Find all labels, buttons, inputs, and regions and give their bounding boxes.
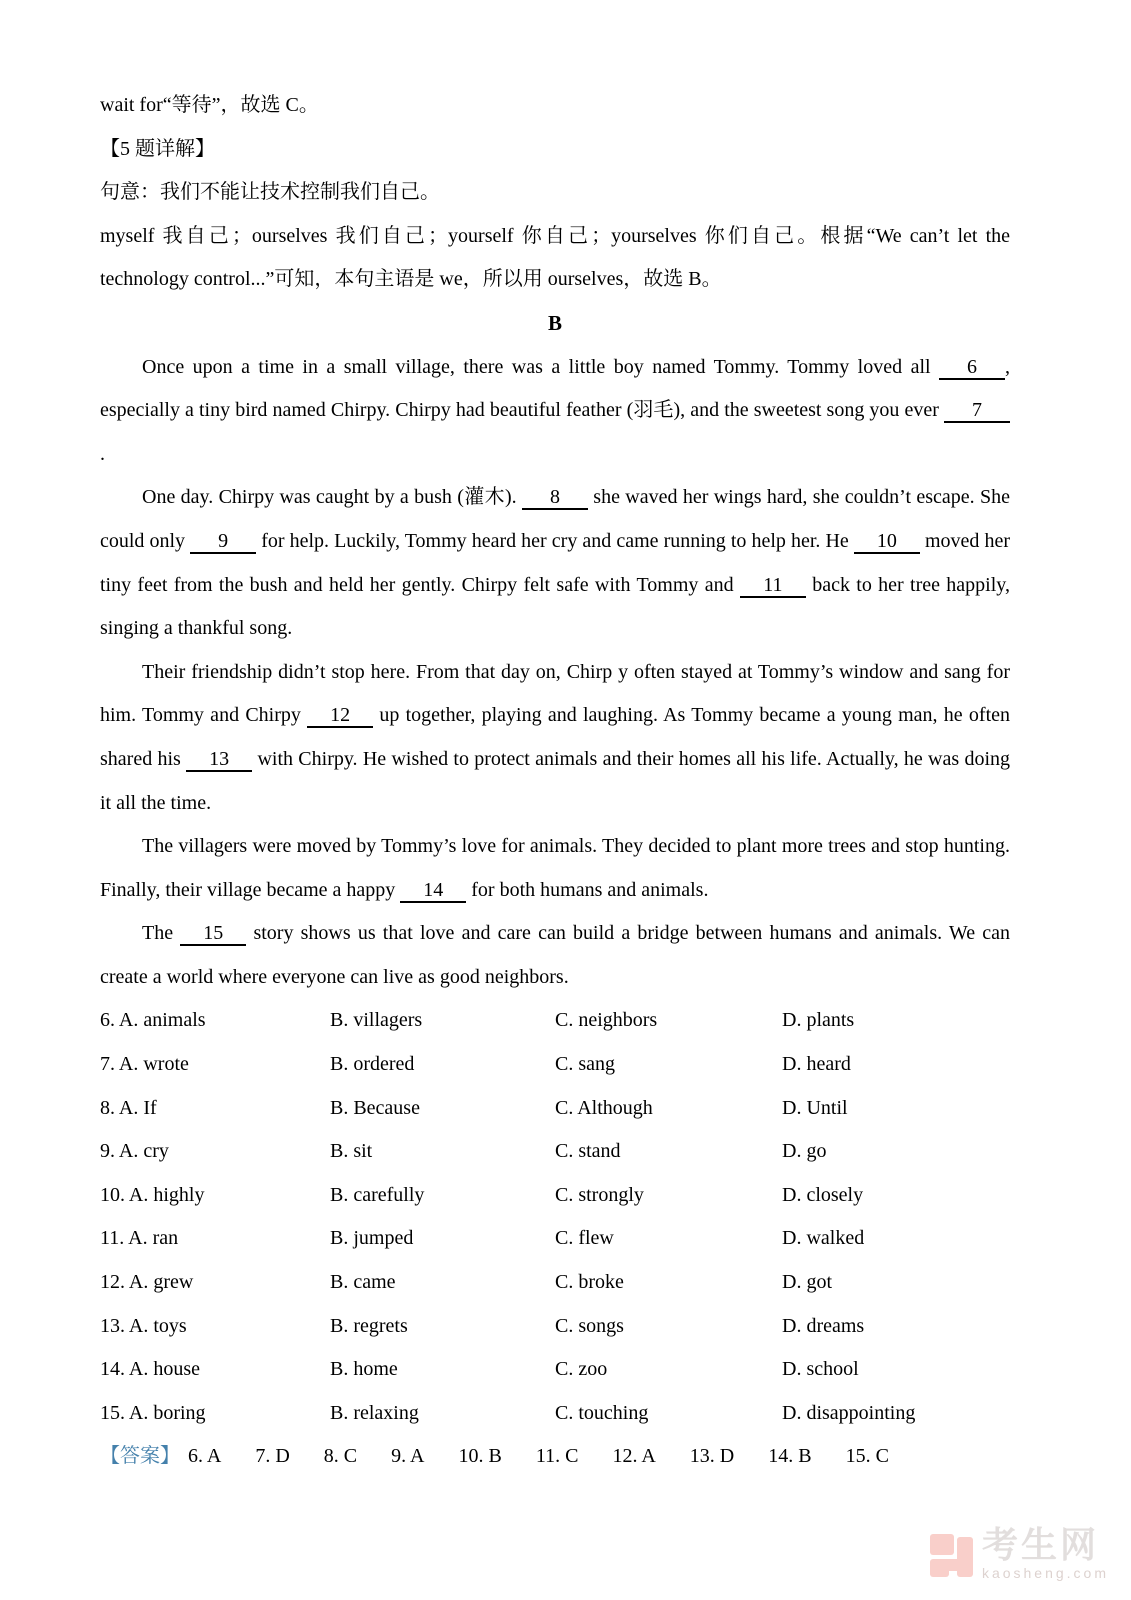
cloze-blank-13: 13 — [186, 748, 252, 772]
option-row-12 — [100, 1261, 1010, 1305]
passage-paragraph-1: Once upon a time in a small village, there was a little boy named Tommy. Tommy loved all 6 , especially a tiny bird named Chirpy. Chirpy had beautiful feather (羽毛), and the sweetest song you ever 7. — [100, 355, 1010, 465]
cloze-blank-12: 12 — [307, 704, 373, 728]
option-cell: B. carefully — [330, 1183, 425, 1206]
option-row-13 — [100, 1305, 1010, 1349]
option-row-7 — [100, 1043, 1010, 1087]
option-cell: 6. A. animals — [100, 1009, 206, 1032]
option-row-9 — [100, 1130, 1010, 1174]
cloze-blank-7: 7 — [944, 399, 1010, 423]
option-cell: B. jumped — [330, 1227, 414, 1250]
option-cell: D. heard — [782, 1053, 851, 1076]
answer-item: 6. A — [188, 1445, 222, 1468]
option-cell: 8. A. If — [100, 1096, 157, 1119]
option-cell: 7. A. wrote — [100, 1053, 189, 1076]
option-cell: 13. A. toys — [100, 1314, 187, 1337]
option-cell: 11. A. ran — [100, 1227, 179, 1250]
option-cell: 14. A. house — [100, 1358, 200, 1381]
answer-item: 10. B — [458, 1445, 502, 1468]
option-cell: C. neighbors — [555, 1009, 658, 1032]
answer-item: 13. D — [689, 1445, 735, 1468]
option-cell: B. relaxing — [330, 1401, 419, 1424]
answer-item: 7. D — [255, 1445, 290, 1468]
option-cell: D. plants — [782, 1009, 855, 1032]
analysis-text: myself 我自己；ourselves 我们自己；yourself 你自己；yourselves 你们自己。根据“We can’t let the technology control...”可知，本句主语是 we，所以用 ourselves，故选 B。 — [100, 224, 1010, 291]
option-cell: B. came — [330, 1271, 396, 1294]
option-row-10 — [100, 1174, 1010, 1218]
option-cell: C. zoo — [555, 1358, 608, 1381]
option-row-11 — [100, 1217, 1010, 1261]
option-cell: D. disappointing — [782, 1401, 916, 1424]
answer-line — [100, 1435, 1010, 1479]
option-cell: C. strongly — [555, 1183, 644, 1206]
answer-label: 【答案】 — [100, 1445, 180, 1468]
answer-item: 9. A — [391, 1445, 425, 1468]
option-cell: B. villagers — [330, 1009, 423, 1032]
cloze-passage — [100, 346, 1010, 1000]
answer-item: 8. C — [323, 1445, 358, 1468]
option-cell: B. Because — [330, 1096, 420, 1119]
option-cell: C. touching — [555, 1401, 649, 1424]
cloze-blank-8: 8 — [522, 486, 588, 510]
option-cell: D. go — [782, 1140, 827, 1163]
watermark-text — [982, 1527, 1109, 1580]
answer-item: 15. C — [845, 1445, 889, 1468]
explanation-heading-q5: 【5 题详解】 — [100, 137, 215, 160]
option-cell: D. school — [782, 1358, 859, 1381]
option-cell: D. Until — [782, 1096, 848, 1119]
option-row-8 — [100, 1087, 1010, 1131]
answer-item: 12. A — [612, 1445, 656, 1468]
option-cell: D. got — [782, 1271, 832, 1294]
cloze-blank-9: 9 — [190, 530, 256, 554]
cloze-blank-10: 10 — [854, 530, 920, 554]
answer-item: 11. C — [535, 1445, 579, 1468]
option-cell: D. dreams — [782, 1314, 865, 1337]
option-cell: B. home — [330, 1358, 398, 1381]
option-cell: D. walked — [782, 1227, 865, 1250]
kaosheng-logo-icon — [930, 1534, 974, 1580]
option-row-6 — [100, 999, 1010, 1043]
passage-paragraph-4: The villagers were moved by Tommy’s love for animals. They decided to plant more trees and stop hunting. Finally, their village became a happy 14 for both humans and animals. — [100, 835, 1010, 901]
option-cell: C. flew — [555, 1227, 614, 1250]
option-cell: D. closely — [782, 1183, 864, 1206]
watermark-domain-text: kaosheng.com — [981, 1565, 1109, 1581]
cloze-blank-11: 11 — [740, 574, 806, 598]
watermark-brand-text: 考生网 — [981, 1525, 1099, 1565]
option-cell: 15. A. boring — [100, 1401, 206, 1424]
option-cell: B. regrets — [330, 1314, 408, 1337]
option-cell: C. broke — [555, 1271, 624, 1294]
passage-paragraph-2: One day. Chirpy was caught by a bush (灌木). 8 she waved her wings hard, she couldn’t escape. She could only 9 for help. Luckily, Tommy heard her cry and came running to help her. He 10 moved her tiny feet from the bush and held her gently. Chirpy felt safe with Tommy and 11 back to her tree happily, singing a thankful song. — [100, 486, 1010, 640]
cloze-blank-14: 14 — [400, 879, 466, 903]
section-title-b: B — [547, 310, 562, 335]
answer-item: 14. B — [768, 1445, 812, 1468]
option-cell: 12. A. grew — [100, 1271, 194, 1294]
option-cell: C. sang — [555, 1053, 615, 1076]
options-table — [100, 999, 1010, 1435]
option-cell: C. songs — [555, 1314, 624, 1337]
cloze-blank-6: 6 — [939, 356, 1005, 380]
sentence-meaning-text: 句意：我们不能让技术控制我们自己。 — [100, 181, 440, 204]
kaosheng-watermark — [930, 1527, 1109, 1580]
answer-items — [188, 1435, 889, 1479]
option-cell: C. stand — [555, 1140, 621, 1163]
passage-paragraph-5: The 15 story shows us that love and care can build a bridge between humans and animals. We can create a world where everyone can live as good neighbors. — [100, 922, 1011, 988]
passage-paragraph-3: Their friendship didn’t stop here. From that day on, Chirp y often stayed at Tommy’s window and sang for him. Tommy and Chirpy 12 up together, playing and laughing. As Tommy became a young man, he often shared his 13 with Chirpy. He wished to protect animals and their homes all his life. Actually, he was doing it all the time. — [100, 660, 1010, 814]
option-cell: 10. A. highly — [100, 1183, 205, 1206]
cloze-blank-15: 15 — [180, 922, 246, 946]
explanation-line-choice-c: wait for“等待”，故选 C。 — [100, 94, 319, 116]
option-cell: B. sit — [330, 1140, 373, 1163]
option-row-14 — [100, 1348, 1010, 1392]
option-cell: 9. A. cry — [100, 1140, 169, 1163]
option-cell: B. ordered — [330, 1053, 415, 1076]
option-row-15 — [100, 1392, 1010, 1436]
option-cell: C. Although — [555, 1096, 653, 1119]
